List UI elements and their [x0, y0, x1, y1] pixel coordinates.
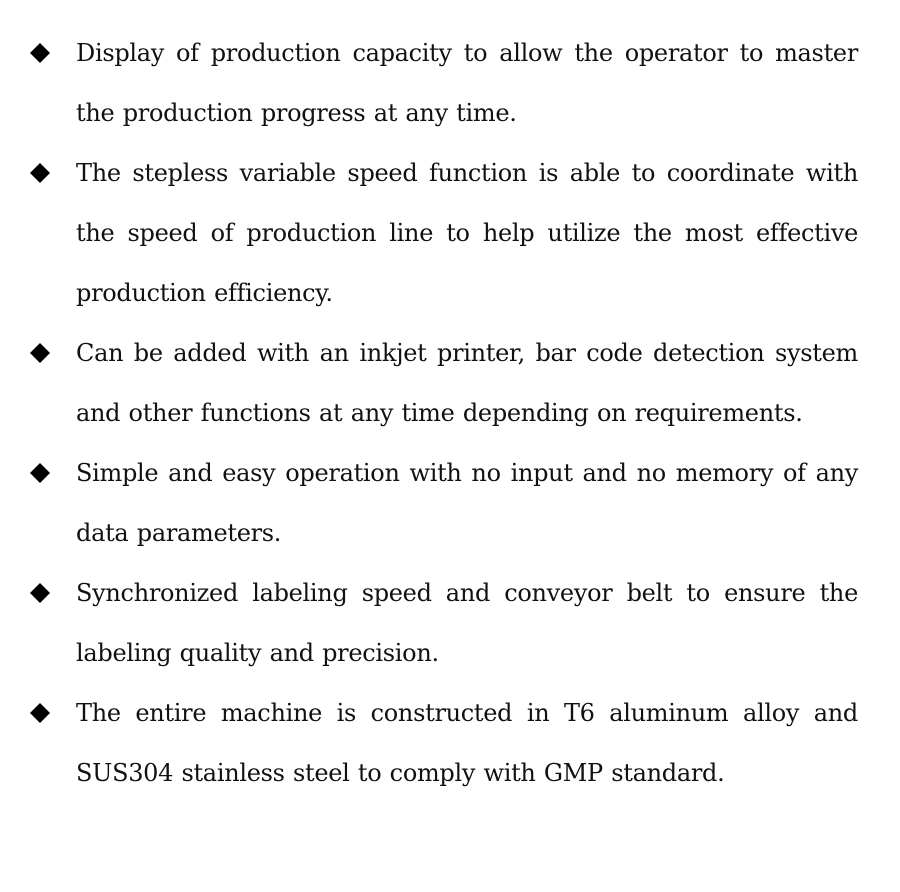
feature-text: Display of production capacity to allow the operator to master the production progress at any time. — [76, 39, 858, 127]
feature-text: Can be added with an inkjet printer, bar code detection system and other functions at any time depending on requirements. — [76, 339, 858, 427]
feature-text: The entire machine is constructed in T6 aluminum alloy and SUS304 stainless steel to comply with GMP standard. — [76, 699, 858, 787]
black-diamond-icon — [30, 463, 50, 483]
list-item — [0, 443, 900, 563]
black-diamond-icon — [30, 43, 50, 63]
feature-text: Simple and easy operation with no input and no memory of any data parameters. — [76, 459, 858, 547]
list-item — [0, 683, 900, 803]
black-diamond-icon — [30, 343, 50, 363]
feature-text: The stepless variable speed function is able to coordinate with the speed of production line to help utilize the most effective production efficiency. — [76, 159, 858, 307]
list-item — [0, 143, 900, 323]
list-item — [0, 323, 900, 443]
list-item — [0, 23, 900, 143]
black-diamond-icon — [30, 583, 50, 603]
list-item — [0, 563, 900, 683]
black-diamond-icon — [30, 163, 50, 183]
feature-list — [0, 23, 900, 803]
black-diamond-icon — [30, 703, 50, 723]
feature-text: Synchronized labeling speed and conveyor belt to ensure the labeling quality and precision. — [76, 579, 858, 667]
